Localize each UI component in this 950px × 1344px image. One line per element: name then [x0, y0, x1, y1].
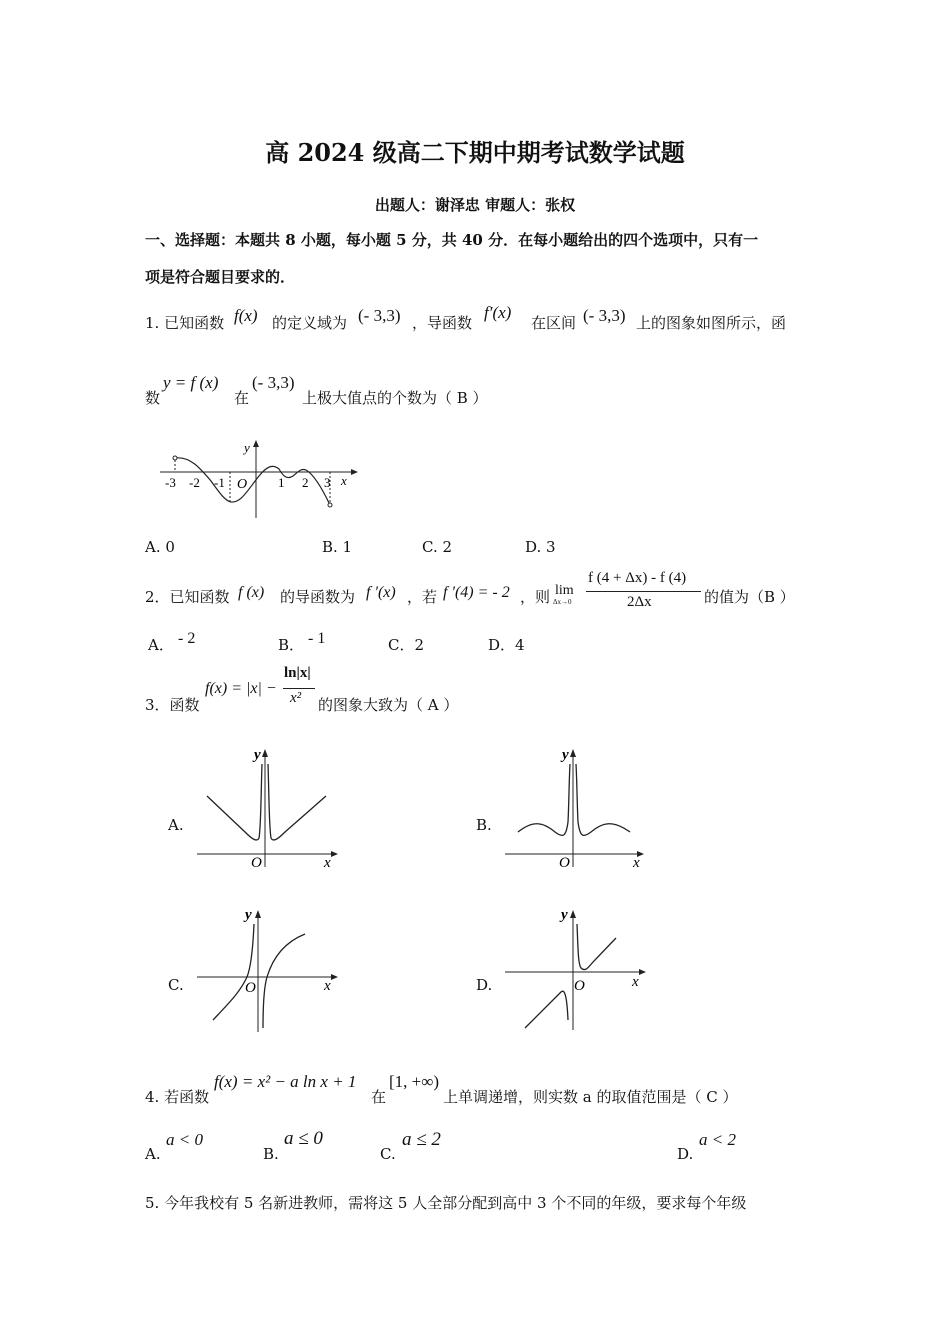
q1-text-6: 数: [145, 389, 161, 407]
y-label: y: [562, 747, 569, 763]
q4-interval: [1, +∞): [389, 1072, 440, 1091]
authors-line: 出题人：谢泽忠 审题人：张权: [374, 196, 576, 214]
q2-lim-sub: Δx→0: [553, 598, 572, 606]
y-label: y: [561, 907, 568, 923]
q4-text-3: 上单调递增，则实数 a 的取值范围是（ C ）: [443, 1088, 738, 1106]
q2-option-d: D．4: [488, 636, 525, 654]
q4-option-b-value: a ≤ 0: [284, 1128, 323, 1149]
q4-option-a: A.: [145, 1145, 161, 1163]
q2-fraction-bar: [586, 591, 701, 592]
x-label: x: [632, 974, 639, 990]
y-axis-arrow: [255, 910, 261, 918]
q4-option-c-value: a ≤ 2: [402, 1129, 441, 1150]
q1-option-d: D. 3: [525, 538, 556, 556]
q1-domain-3: (- 3,3): [252, 373, 295, 392]
curve-right: [577, 924, 616, 970]
origin-label: O: [251, 855, 262, 871]
q1-text-4: 在区间: [531, 314, 577, 332]
q3-graph-c: [195, 902, 345, 1037]
tick-label: -2: [189, 475, 200, 490]
y-axis-arrow: [570, 749, 576, 757]
curve-right: [263, 934, 305, 1028]
q1-text-3: ，导函数: [412, 314, 473, 332]
q3-label-a: A.: [168, 816, 184, 834]
q4-option-d: D.: [677, 1145, 694, 1163]
q3-label-b: B.: [476, 816, 492, 834]
q3-graph-b: [503, 742, 653, 872]
q1-option-b: B. 1: [322, 538, 353, 556]
x-axis-arrow: [639, 969, 646, 975]
q1-text-8: 上极大值点的个数为（ B ）: [302, 389, 488, 407]
q4-option-d-value: a < 2: [699, 1130, 736, 1149]
section-heading-line1: 一、选择题：本题共 8 小题，每小题 5 分，共 40 分．在每小题给出的四个选项中，只有一: [145, 231, 759, 249]
q1-fx: f(x): [234, 306, 258, 325]
open-endpoint-right: [328, 503, 332, 507]
q3-label-d: D.: [476, 976, 493, 994]
q3-fraction-bar: [283, 688, 315, 689]
origin-label: O: [237, 477, 248, 492]
q2-option-a-value: - 2: [178, 630, 196, 647]
x-axis-arrow: [331, 974, 338, 980]
q4-function: f(x) = x² − a ln x + 1: [214, 1072, 357, 1091]
q4-option-a-value: a < 0: [166, 1130, 203, 1149]
q2-fprime: f ′(x): [366, 584, 396, 601]
open-endpoint-left: [173, 456, 177, 460]
q2-text-5: 的值为（B ）: [704, 588, 795, 606]
x-label: x: [324, 855, 331, 871]
curve-left: [207, 764, 262, 840]
tick-label: -3: [165, 475, 176, 490]
q4-text-1: 4. 若函数: [145, 1088, 210, 1106]
section-heading-line2: 项是符合题目要求的．: [145, 268, 296, 286]
origin-label: O: [245, 980, 256, 996]
y-axis-arrow: [262, 749, 268, 757]
q1-domain: (- 3,3): [358, 306, 401, 325]
y-axis-arrow: [253, 440, 259, 447]
curve-right: [576, 764, 630, 835]
q2-denominator: 2Δx: [627, 594, 652, 610]
q3-function-lhs: f(x) = |x| −: [205, 680, 277, 697]
q4-option-c: C.: [380, 1145, 396, 1163]
y-axis-arrow: [570, 910, 576, 918]
tick-label: 1: [278, 475, 285, 490]
curve-left: [525, 991, 568, 1028]
y-label: y: [245, 907, 252, 923]
tick-label: 3: [324, 475, 331, 490]
q2-text-2: 的导函数为: [280, 588, 356, 606]
origin-label: O: [574, 978, 585, 994]
curve-left: [518, 764, 570, 835]
q1-text-7: 在: [234, 389, 250, 407]
q2-condition: f ′(4) = - 2: [443, 584, 510, 601]
x-label: x: [341, 473, 347, 488]
q2-option-b-value: - 1: [308, 630, 326, 647]
q1-text-2: 的定义域为: [272, 314, 348, 332]
tick-label: -1: [214, 475, 225, 490]
q2-lim: lim: [555, 583, 574, 598]
y-label: y: [244, 440, 250, 455]
q1-fprime: f′(x): [484, 303, 512, 322]
q3-numerator: ln|x|: [284, 665, 311, 681]
page-title: 高 2024 级高二下期中期考试数学试题: [265, 138, 685, 167]
q2-fx: f (x): [238, 584, 265, 601]
q2-text-1: 2．已知函数: [145, 588, 230, 606]
q1-y-eq: y = f (x): [163, 373, 219, 392]
x-axis-arrow: [351, 469, 358, 475]
x-label: x: [633, 855, 640, 871]
q1-text-1: 1. 已知函数: [145, 314, 225, 332]
q2-option-a: A．: [148, 636, 174, 654]
q2-text-3: ，若: [407, 588, 438, 606]
tick-label: 2: [302, 475, 309, 490]
q2-option-b: B．: [278, 636, 305, 654]
y-label: y: [254, 747, 261, 763]
q1-option-a: A. 0: [145, 538, 175, 556]
q1-domain-2: (- 3,3): [583, 306, 626, 325]
q3-label-c: C.: [168, 976, 184, 994]
q2-numerator: f (4 + Δx) - f (4): [588, 570, 687, 586]
q3-graph-a: [195, 742, 345, 872]
q3-text-1: 3．函数: [145, 696, 200, 714]
q3-text-2: 的图象大致为（ A ）: [318, 696, 459, 714]
q2-option-c: C．2: [388, 636, 425, 654]
curve-left: [213, 924, 254, 1020]
q5-text-1: 5. 今年我校有 5 名新进教师，需将这 5 人全部分配到高中 3 个不同的年级，要求每个年级: [145, 1194, 747, 1212]
q3-graph-d: [503, 902, 653, 1037]
x-axis-arrow: [331, 851, 338, 857]
q2-text-4: ，则: [520, 588, 551, 606]
q1-derivative-graph: [155, 436, 360, 521]
q1-option-c: C. 2: [422, 538, 453, 556]
curve-right: [268, 764, 326, 840]
q1-text-5: 上的图象如图所示，函: [636, 314, 787, 332]
q4-text-2: 在: [371, 1088, 387, 1106]
origin-label: O: [559, 855, 570, 871]
q3-denominator: x²: [290, 690, 302, 706]
x-label: x: [324, 978, 331, 994]
q4-option-b: B.: [263, 1145, 279, 1163]
